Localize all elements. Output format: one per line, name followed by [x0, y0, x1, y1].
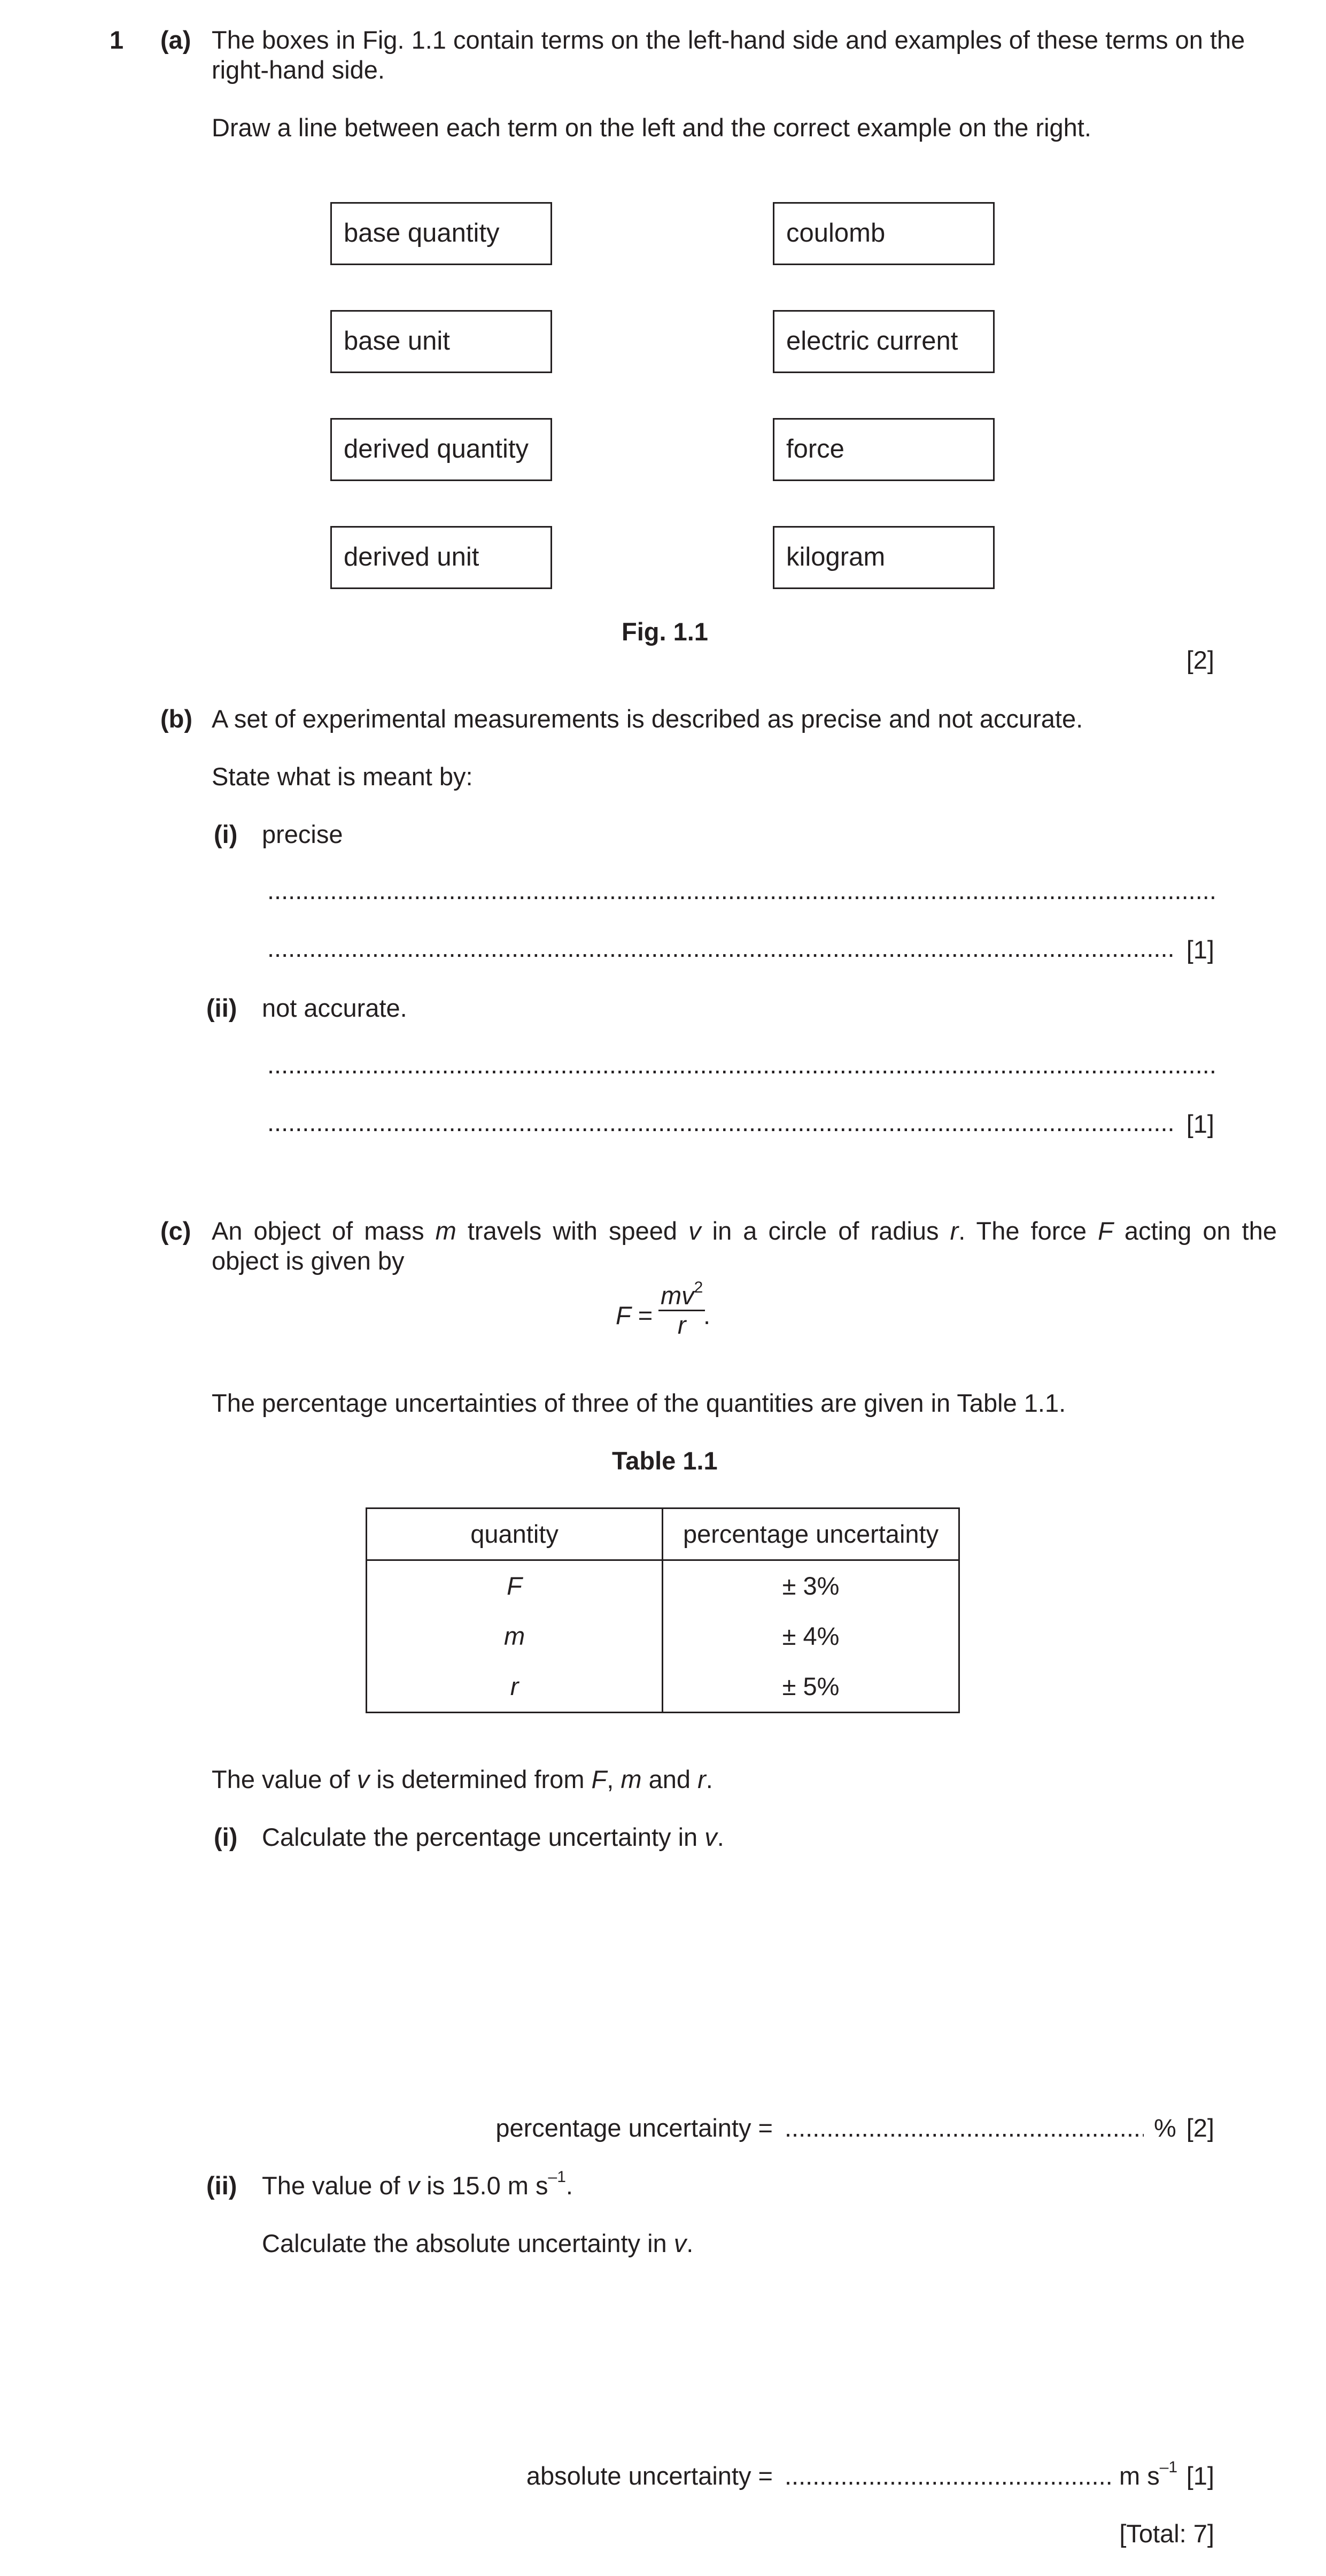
- table-header-uncertainty: percentage uncertainty: [663, 1509, 959, 1560]
- example-box-kilogram[interactable]: kilogram: [773, 526, 995, 589]
- table-cell-uncertainty: ± 5%: [663, 1661, 959, 1713]
- formula-fraction: [658, 1279, 705, 1339]
- part-b-ii-marks: [1]: [1186, 1110, 1214, 1138]
- part-c-ii-label: (ii): [206, 2171, 237, 2200]
- part-a-marks: [2]: [1186, 646, 1214, 674]
- total-marks: [Total: 7]: [1119, 2519, 1214, 2548]
- answer-line-b-ii-1[interactable]: [267, 1049, 1216, 1081]
- table-row: [367, 1611, 959, 1661]
- part-b-i-marks: [1]: [1186, 935, 1214, 964]
- term-box-derived-unit[interactable]: derived unit: [330, 526, 552, 589]
- part-c-label: (c): [160, 1217, 191, 1245]
- example-box-force[interactable]: force: [773, 418, 995, 481]
- term-box-base-quantity[interactable]: base quantity: [330, 202, 552, 265]
- part-a-intro-line2: right-hand side.: [212, 56, 385, 84]
- part-b-ii-text: not accurate.: [262, 994, 407, 1022]
- term-box-derived-quantity[interactable]: derived quantity: [330, 418, 552, 481]
- table-row: [367, 1661, 959, 1713]
- formula-lhs: F =: [616, 1301, 653, 1329]
- part-b-statement: A set of experimental measurements is described as precise and not accurate.: [212, 705, 1083, 733]
- example-box-electric-current[interactable]: electric current: [773, 310, 995, 373]
- part-a-intro-line1: The boxes in Fig. 1.1 contain terms on the left-hand side and examples of these terms on the: [212, 26, 1245, 54]
- part-b-i-text: precise: [262, 820, 343, 848]
- absolute-answer-label: absolute uncertainty =: [526, 2462, 773, 2490]
- part-c-intro-line1: An object of mass m travels with speed v in a circle of radius r. The force F acting on the: [212, 1217, 1277, 1245]
- table-cell-quantity: r: [367, 1661, 663, 1713]
- figure-caption: Fig. 1.1: [622, 617, 708, 646]
- part-c-intro-line2: object is given by: [212, 1247, 405, 1275]
- table-cell-uncertainty: ± 4%: [663, 1611, 959, 1661]
- part-c-ii-text: The value of v is 15.0 m $s^{-1}$.: [262, 2168, 573, 2200]
- absolute-unit: m $s^{-1}$: [1119, 2458, 1178, 2490]
- part-c-ii-text2: Calculate the absolute uncertainty in v.: [262, 2229, 694, 2257]
- table-header-quantity: quantity: [367, 1509, 663, 1560]
- percentage-answer-line[interactable]: [785, 2113, 1144, 2144]
- part-a-label: (a): [160, 26, 191, 54]
- formula-numerator: $mv^2$: [658, 1282, 705, 1311]
- percentage-unit: %: [1154, 2114, 1176, 2142]
- answer-line-b-ii-2[interactable]: [267, 1107, 1174, 1139]
- formula-denominator: r: [677, 1310, 686, 1339]
- part-c-i-label: (i): [214, 1823, 238, 1851]
- table-cell-quantity: m: [367, 1611, 663, 1661]
- part-c-ii-marks: [1]: [1186, 2462, 1214, 2490]
- formula-end: .: [703, 1301, 711, 1329]
- answer-line-b-i-2[interactable]: [267, 933, 1174, 964]
- table-header-row: [367, 1509, 959, 1560]
- part-a-instruction: Draw a line between each term on the left and the correct example on the right.: [212, 113, 1091, 142]
- table-caption: Table 1.1: [612, 1446, 718, 1475]
- part-b-label: (b): [160, 705, 193, 733]
- part-c-i-text: Calculate the percentage uncertainty in v.: [262, 1823, 724, 1851]
- part-b-prompt: State what is meant by:: [212, 762, 473, 791]
- part-b-ii-label: (ii): [206, 994, 237, 1022]
- question-number: 1: [110, 26, 124, 54]
- determined-text: The value of v is determined from F, m and r.: [212, 1765, 713, 1793]
- table-row: [367, 1560, 959, 1612]
- part-b-i-label: (i): [214, 820, 238, 848]
- table-cell-uncertainty: ± 3%: [663, 1560, 959, 1612]
- part-c-i-marks: [2]: [1186, 2114, 1214, 2142]
- term-box-base-unit[interactable]: base unit: [330, 310, 552, 373]
- absolute-answer-line[interactable]: [785, 2461, 1112, 2492]
- answer-line-b-i-1[interactable]: [267, 875, 1216, 907]
- uncertainty-table: [366, 1507, 960, 1713]
- table-intro: The percentage uncertainties of three of the quantities are given in Table 1.1.: [212, 1389, 1066, 1417]
- percentage-answer-label: percentage uncertainty =: [495, 2114, 773, 2142]
- example-box-coulomb[interactable]: coulomb: [773, 202, 995, 265]
- table-cell-quantity: F: [367, 1560, 663, 1612]
